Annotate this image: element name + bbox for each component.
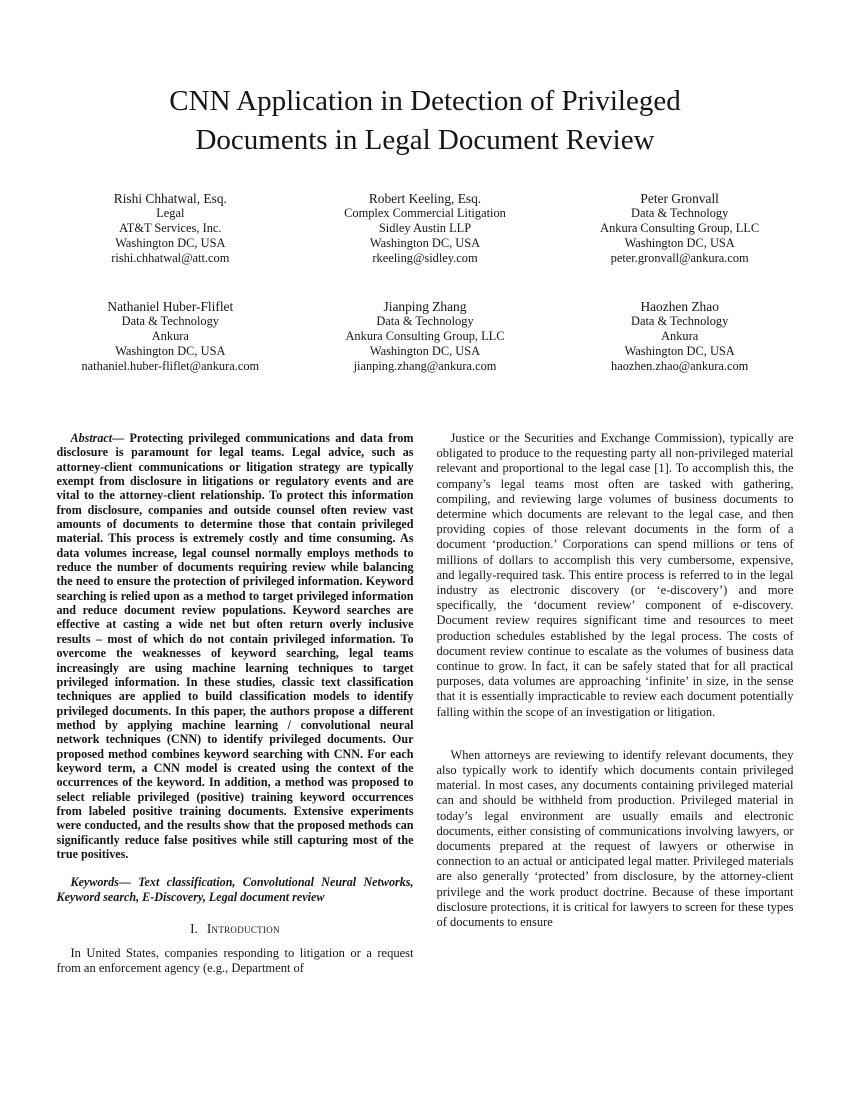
author-location: Washington DC, USA (115, 344, 226, 358)
author-email: jianping.zhang@ankura.com (353, 359, 497, 373)
author-org: Ankura Consulting Group, LLC (600, 221, 760, 235)
abstract (57, 431, 414, 861)
author-location: Washington DC, USA (624, 236, 735, 250)
author-dept: Data & Technology (631, 206, 729, 220)
author-org: Sidley Austin LLP (378, 221, 472, 235)
author-dept: Data & Technology (121, 314, 219, 328)
author-location: Washington DC, USA (369, 236, 481, 250)
body-paragraph: When attorneys are reviewing to identify relevant documents, they also typically work to identify which documents contain privileged material. In most cases, any documents containing privileged material can and should be withheld from production. Privileged material in today’s legal environment are usually emails and electronic documents, either consisting of communications involving lawyers, or documents prepared at the request of lawyers or otherwise in connection to an actual or anticipated legal matter. Privileged materials are also generally ‘protected’ from disclosure, by the attorney-client privilege and the work product doctrine. Because of these important disclosure protections, it is critical for lawyers to screen for these types of documents to ensure (436, 747, 794, 930)
author-email: haozhen.zhao@ankura.com (611, 359, 749, 373)
author-location: Washington DC, USA (624, 344, 735, 358)
abstract-label: Abstract— (70, 431, 125, 445)
section-title: Introduction (206, 921, 280, 936)
author-email: rkeeling@sidley.com (372, 251, 478, 265)
author-block (298, 191, 553, 266)
author-email: rishi.chhatwal@att.com (111, 251, 230, 265)
author-block (43, 299, 298, 374)
author-location: Washington DC, USA (369, 344, 481, 358)
author-name: Nathaniel Huber-Fliflet (107, 299, 234, 314)
authors-grid (43, 191, 807, 374)
author-email: nathaniel.huber-fliflet@ankura.com (81, 359, 260, 373)
author-dept: Complex Commercial Litigation (344, 206, 506, 220)
right-column (437, 431, 794, 976)
author-location: Washington DC, USA (115, 236, 226, 250)
author-dept: Data & Technology (631, 314, 729, 328)
author-name: Jianping Zhang (383, 299, 467, 314)
author-name: Haozhen Zhao (640, 299, 719, 314)
author-org: Ankura (151, 329, 189, 343)
author-dept: Data & Technology (376, 314, 474, 328)
body-paragraph: Justice or the Securities and Exchange Commission), typically are obligated to produce to the requesting party all non-privileged material relevant and proportional to the legal case [1]. To accomplish this, the company’s legal teams most often are tasked with gathering, compiling, and reviewing large volumes of business documents to determine which documents are relevant to the legal case, and then providing copies of those relevant documents in the form of a document ‘production.’ Corporations can spend millions or tens of millions of dollars to accomplish this very cumbersome, expensive, and legally-required task. This entire process is referred to in the legal industry as electronic discovery (or ‘e-discovery’) and more specifically, the ‘document review’ component of e-discovery. Document review requires significant time and resources to meet production schedules established by the legal process. The costs of document review continue to escalate as the volumes of business data continue to grow. In fact, it can be safely stated that for all practical purposes, data volumes are approaching ‘infinite’ in size, in the sense that it is essentially impracticable to review each document potentially falling within the scope of an investigation or litigation. (436, 431, 794, 719)
author-name: Rishi Chhatwal, Esq. (113, 191, 227, 206)
author-name: Peter Gronvall (640, 191, 719, 206)
keywords-label: Keywords— (70, 875, 131, 890)
author-org: AT&T Services, Inc. (119, 221, 222, 235)
keywords (57, 875, 414, 904)
section-number: I. (190, 921, 198, 936)
keywords-text: Text classification, Convolutional Neural Networks, Keyword search, E-Discovery, Legal document review (56, 875, 414, 904)
left-column (57, 431, 414, 976)
author-block (552, 191, 807, 266)
body-columns (57, 431, 794, 976)
author-org: Ankura (661, 329, 699, 343)
intro-paragraph: In United States, companies responding to litigation or a request from an enforcement agency (e.g., Department of (56, 946, 414, 976)
abstract-text: Protecting privileged communications and data from disclosure is paramount for legal teams. Legal advice, such as attorney-client communications or litigation strategy are typically exempt from disclosure in litigations or regulatory events and are vital to the attorney-client relationship. To protect this information from disclosure, companies and outside counsel often review vast amounts of documents to determine those that contain privileged material. This process is extremely costly and time consuming. As data volumes increase, legal counsel normally employs methods to reduce the number of documents requiring review while balancing the need to ensure the protection of privileged information. Keyword searching is relied upon as a method to target privileged information and reduce document review populations. Keyword searches are effective at casting a wide net but often return overly inclusive results – most of which do not contain privileged information. To overcome the weaknesses of keyword searching, legal teams increasingly are using machine learning techniques to target privileged information. In these studies, classic text classification techniques are applied to build classification models to identify privileged documents. In this paper, the authors propose a different method by applying machine learning / convolutional neural network techniques (CNN) to identify privileged documents. Our proposed method combines keyword searching with CNN. For each keyword term, a CNN model is created using the context of the occurrences of the keyword. In addition, a method was proposed to select reliable privileged (positive) training keyword occurrences from labeled positive training documents. Extensive experiments were conducted, and the results show that the proposed methods can significantly reduce false positives while still capturing most of the true positives. (56, 431, 414, 861)
author-block (552, 299, 807, 374)
author-name: Robert Keeling, Esq. (368, 191, 482, 206)
paper-title: CNN Application in Detection of Privileged Documents in Legal Document Review (169, 85, 681, 156)
author-email: peter.gronvall@ankura.com (610, 251, 749, 265)
author-org: Ankura Consulting Group, LLC (345, 329, 505, 343)
author-block (298, 299, 553, 374)
section-heading-introduction (57, 921, 414, 937)
author-block (43, 191, 298, 266)
author-dept: Legal (156, 206, 185, 220)
